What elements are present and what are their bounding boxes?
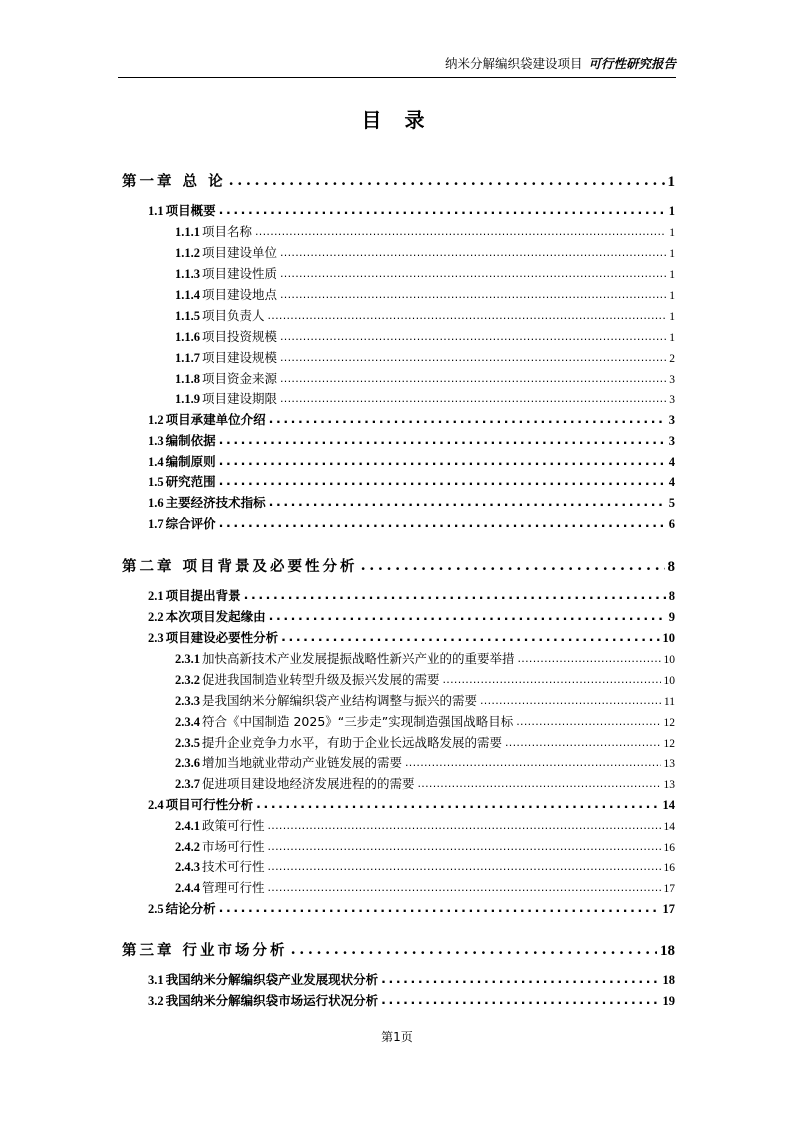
header-project-name: 纳米分解编织袋建设项目 — [444, 56, 583, 71]
toc-entry-number: 1.1.5 — [175, 309, 200, 323]
toc-entry-level-1[interactable] — [148, 899, 675, 917]
dot-leader — [281, 629, 659, 644]
toc-entry-number: 1.1.4 — [175, 288, 200, 302]
toc-entry-number: 2.4.2 — [175, 840, 200, 854]
toc-entry-level-2[interactable] — [175, 327, 675, 345]
toc-entry-number: 1.1.3 — [175, 267, 200, 281]
toc-entry-level-0[interactable] — [122, 170, 675, 191]
toc-entry-number: 1.2 — [148, 413, 164, 427]
toc-entry-title: 项目负责人 — [202, 308, 265, 323]
toc-entry-level-2[interactable] — [175, 306, 675, 324]
dot-leader — [280, 288, 666, 301]
dot-leader — [381, 992, 659, 1007]
page-title: 目 录 — [361, 108, 433, 132]
toc-entry-title: 结论分析 — [165, 901, 216, 916]
toc-entry-page-number: 1 — [668, 204, 675, 218]
toc-entry-title: 是我国纳米分解编织袋产业结构调整与振兴的需要 — [202, 693, 478, 708]
dot-leader — [219, 473, 666, 488]
dot-leader — [280, 372, 666, 385]
dot-leader — [291, 941, 657, 958]
dot-leader — [269, 608, 666, 623]
toc-entry-title: 研究范围 — [165, 474, 216, 489]
toc-entry-page-number: 19 — [662, 994, 675, 1008]
toc-entry-level-1[interactable] — [148, 795, 675, 813]
toc-entry-number: 2.1 — [148, 589, 164, 603]
toc-entry-title: 项目资金来源 — [202, 371, 278, 386]
toc-entry-page-number: 1 — [669, 269, 675, 281]
toc-entry-title: 项目建设期限 — [202, 391, 278, 406]
toc-entry-title: 促进项目建设地经济发展进程的的需要 — [202, 776, 415, 791]
toc-entry-level-0[interactable] — [122, 939, 675, 960]
toc-entry-page-number: 11 — [663, 696, 675, 708]
toc-entry-number: 2.3.1 — [175, 652, 200, 666]
toc-entry-level-0[interactable] — [122, 555, 675, 576]
dot-leader — [219, 453, 666, 468]
toc-entry-level-1[interactable] — [148, 628, 675, 646]
toc-entry-title: 主要经济技术指标 — [165, 495, 266, 510]
toc-entry-level-1[interactable] — [148, 410, 675, 428]
toc-entry-page-number: 1 — [669, 290, 675, 302]
toc-entry-number: 1.1.9 — [175, 392, 200, 406]
toc-entry-level-1[interactable] — [148, 493, 675, 511]
toc-entry-number: 1.3 — [148, 434, 164, 448]
toc-entry-title: 编制依据 — [165, 433, 216, 448]
toc-entry-level-2[interactable] — [175, 649, 675, 667]
toc-entry-title: 项目建设必要性分析 — [165, 630, 279, 645]
toc-entry-page-number: 10 — [663, 675, 675, 687]
dot-leader — [280, 330, 666, 343]
dot-leader — [280, 392, 666, 405]
toc-entry-title: 市场可行性 — [202, 839, 265, 854]
dot-leader — [505, 736, 660, 749]
toc-entry-number: 2.3.5 — [175, 736, 200, 750]
dot-leader — [268, 819, 661, 832]
toc-entry-level-1[interactable] — [148, 586, 675, 604]
dot-leader — [219, 515, 666, 530]
dot-leader — [268, 860, 661, 873]
toc-entry-level-1[interactable] — [148, 991, 675, 1009]
toc-entry-level-2[interactable] — [175, 369, 675, 387]
dot-leader — [268, 840, 661, 853]
toc-entry-title: 加快高新技术产业发展提振战略性新兴产业的的重要举措 — [202, 651, 515, 666]
toc-entry-level-2[interactable] — [175, 285, 675, 303]
toc-entry-page-number: 16 — [663, 862, 675, 874]
toc-entry-level-2[interactable] — [175, 878, 675, 896]
toc-entry-level-2[interactable] — [175, 733, 675, 751]
toc-entry-number: 2.2 — [148, 610, 164, 624]
toc-entry-number: 2.4.1 — [175, 819, 200, 833]
toc-entry-page-number: 6 — [668, 517, 675, 531]
toc-entry-page-number: 1 — [669, 248, 675, 260]
toc-entry-level-1[interactable] — [148, 514, 675, 532]
toc-entry-level-2[interactable] — [175, 243, 675, 261]
dot-leader — [280, 267, 666, 280]
toc-entry-page-number: 1 — [667, 174, 675, 190]
dot-leader — [229, 172, 665, 189]
toc-entry-page-number: 8 — [667, 559, 675, 575]
toc-entry-title: 项目建设地点 — [202, 287, 278, 302]
toc-entry-title: 项目建设性质 — [202, 266, 278, 281]
toc-entry-title: 项目可行性分析 — [165, 797, 254, 812]
toc-entry-number: 2.5 — [148, 902, 164, 916]
toc-entry-title: 项目建设单位 — [202, 245, 278, 260]
dot-leader — [269, 411, 666, 426]
dot-leader — [381, 971, 659, 986]
toc-entry-level-2[interactable] — [175, 753, 675, 771]
toc-entry-title: 编制原则 — [165, 454, 216, 469]
toc-entry-level-1[interactable] — [148, 970, 675, 988]
toc-entry-title: 我国纳米分解编织袋产业发展现状分析 — [165, 972, 379, 987]
toc-entry-page-number: 13 — [663, 779, 675, 791]
toc-entry-number: 1.1.1 — [175, 225, 200, 239]
toc-entry-level-2[interactable] — [175, 837, 675, 855]
toc-entry-page-number: 14 — [663, 821, 675, 833]
toc-entry-number: 2.3.6 — [175, 756, 200, 770]
toc-entry-title: 我国纳米分解编织袋市场运行状况分析 — [165, 993, 379, 1008]
toc-entry-page-number: 10 — [662, 631, 675, 645]
dot-leader — [269, 494, 666, 509]
toc-entry-page-number: 13 — [663, 758, 675, 770]
dot-leader — [361, 557, 665, 574]
toc-entry-level-1[interactable] — [148, 607, 675, 625]
toc-entry-number: 2.4 — [148, 798, 164, 812]
toc-entry-title: 综合评价 — [165, 516, 216, 531]
toc-entry-page-number: 9 — [668, 610, 675, 624]
toc-entry-level-2[interactable] — [175, 691, 675, 709]
toc-entry-number: 3.1 — [148, 973, 164, 987]
toc-entry-page-number: 18 — [662, 973, 675, 987]
toc-entry-page-number: 1 — [669, 332, 675, 344]
toc-entry-level-2[interactable] — [175, 774, 675, 792]
dot-leader — [443, 673, 661, 686]
toc-entry-level-2[interactable] — [175, 857, 675, 875]
toc-entry-level-1[interactable] — [148, 472, 675, 490]
toc-entry-title: 项目提出背景 — [165, 588, 241, 603]
dot-leader — [418, 777, 661, 790]
dot-leader — [518, 652, 661, 665]
toc-entry-page-number: 3 — [668, 413, 675, 427]
toc-entry-title: 项目承建单位介绍 — [165, 412, 266, 427]
toc-entry-page-number: 18 — [660, 943, 675, 959]
toc-entry-number: 2.3.4 — [175, 715, 200, 729]
toc-entry-level-1[interactable] — [148, 201, 675, 219]
toc-entry-number: 1.4 — [148, 455, 164, 469]
toc-entry-number: 1.1 — [148, 204, 164, 218]
toc-entry-level-1[interactable] — [148, 431, 675, 449]
toc-entry-page-number: 4 — [668, 475, 675, 489]
toc-entry-title: 项目名称 — [202, 224, 253, 239]
toc-entry-page-number: 1 — [669, 311, 675, 323]
toc-entry-page-number: 10 — [663, 654, 675, 666]
toc-entry-number: 3.2 — [148, 994, 164, 1008]
dot-leader — [405, 756, 660, 769]
toc-entry-page-number: 17 — [662, 902, 675, 916]
dot-leader — [280, 351, 666, 364]
dot-leader — [268, 881, 661, 894]
dot-leader — [219, 432, 666, 447]
toc-entry-level-2[interactable] — [175, 264, 675, 282]
toc-entry-title: 第一章 总 论 — [122, 173, 226, 190]
toc-entry-title: 增加当地就业带动产业链发展的需要 — [202, 755, 403, 770]
dot-leader — [516, 715, 660, 728]
toc-entry-page-number: 3 — [668, 434, 675, 448]
toc-entry-level-2[interactable] — [175, 670, 675, 688]
toc-entry-title: 提升企业竞争力水平，有助于企业长远战略发展的需要 — [202, 735, 503, 750]
toc-entry-page-number: 4 — [668, 455, 675, 469]
dot-leader — [268, 309, 667, 322]
dot-leader — [219, 202, 666, 217]
toc-entry-page-number: 1 — [669, 227, 675, 239]
dot-leader — [480, 694, 661, 707]
toc-entry-level-2[interactable] — [175, 712, 675, 730]
toc-entry-number: 2.3.2 — [175, 673, 200, 687]
toc-entry-page-number: 3 — [669, 374, 675, 386]
toc-entry-title: 促进我国制造业转型升级及振兴发展的需要 — [202, 672, 440, 687]
toc-entry-number: 2.3 — [148, 631, 164, 645]
toc-entry-number: 2.3.7 — [175, 777, 200, 791]
toc-entry-page-number: 17 — [663, 883, 675, 895]
toc-entry-number: 2.4.3 — [175, 860, 200, 874]
toc-entry-number: 1.1.7 — [175, 351, 200, 365]
toc-entry-level-2[interactable] — [175, 222, 675, 240]
toc-entry-level-2[interactable] — [175, 816, 675, 834]
toc-entry-page-number: 14 — [662, 798, 675, 812]
toc-entry-title: 项目投资规模 — [202, 329, 278, 344]
toc-entry-page-number: 3 — [669, 394, 675, 406]
toc-entry-number: 1.1.6 — [175, 330, 200, 344]
page-footer: 第1页 — [381, 1030, 413, 1044]
toc-entry-page-number: 8 — [668, 589, 675, 603]
toc-entry-title: 政策可行性 — [202, 818, 265, 833]
toc-entry-number: 1.6 — [148, 496, 164, 510]
toc-entry-level-2[interactable] — [175, 389, 675, 407]
dot-leader — [219, 900, 660, 915]
toc-entry-number: 2.3.3 — [175, 694, 200, 708]
toc-entry-title: 本次项目发起缘由 — [165, 609, 266, 624]
toc-entry-title: 项目建设规模 — [202, 350, 278, 365]
toc-entry-number: 1.1.8 — [175, 372, 200, 386]
header-doc-type: 可行性研究报告 — [588, 56, 676, 71]
dot-leader — [256, 796, 659, 811]
dot-leader — [280, 246, 666, 259]
dot-leader — [255, 225, 666, 238]
toc-entry-title: 第二章 项目背景及必要性分析 — [122, 558, 358, 575]
toc-entry-page-number: 16 — [663, 842, 675, 854]
toc-entry-page-number: 12 — [663, 717, 675, 729]
toc-entry-level-1[interactable] — [148, 452, 675, 470]
toc-entry-title: 管理可行性 — [202, 880, 265, 895]
toc-entry-number: 1.7 — [148, 517, 164, 531]
toc-entry-title: 技术可行性 — [202, 859, 265, 874]
toc-entry-level-2[interactable] — [175, 348, 675, 366]
toc-entry-title: 项目概要 — [165, 203, 216, 218]
dot-leader — [244, 587, 666, 602]
toc-entry-number: 1.5 — [148, 475, 164, 489]
toc-entry-number: 1.1.2 — [175, 246, 200, 260]
toc-entry-title: 符合《中国制造 2025》“三步走”实现制造强国战略目标 — [202, 714, 514, 729]
toc-entry-title: 第三章 行业市场分析 — [122, 942, 288, 959]
toc-entry-page-number: 2 — [669, 353, 675, 365]
toc-entry-page-number: 12 — [663, 738, 675, 750]
toc-entry-number: 2.4.4 — [175, 881, 200, 895]
toc-entry-page-number: 5 — [668, 496, 675, 510]
